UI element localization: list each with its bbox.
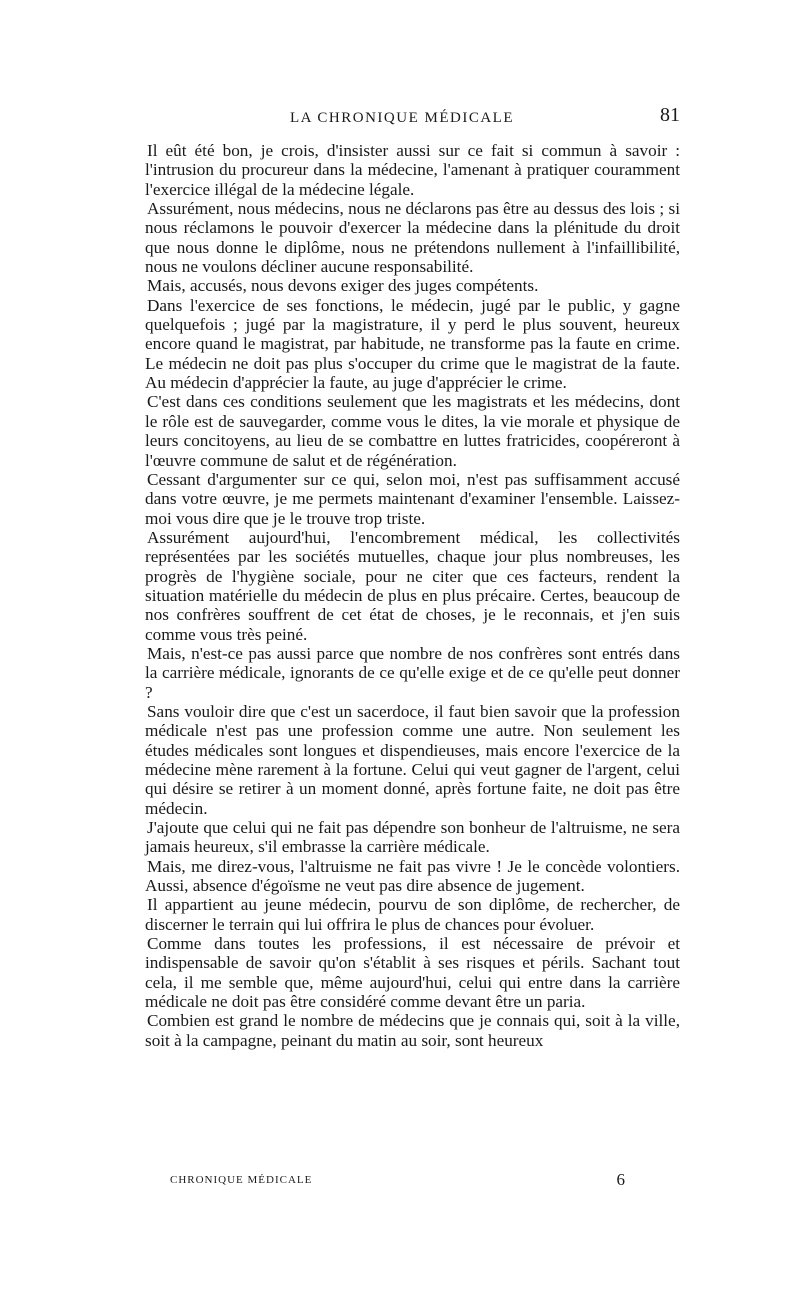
paragraph: Mais, accusés, nous devons exiger des juges compétents. <box>147 276 539 296</box>
paragraph: Combien est grand le nombre de médecins que je connais qui, soit à la ville, soit à la campagne, peinant du matin au soir, sont heureux <box>145 1011 680 1050</box>
running-title: LA CHRONIQUE MÉDICALE <box>290 110 514 126</box>
paragraph: Assurément, nous médecins, nous ne déclarons pas être au dessus des lois ; si nous réclamons le pouvoir d'exercer la médecine dans la plénitude du droit que nous donne le diplôme, nous ne prétendons nullement à l'infaillibilité, nous ne voulons décliner aucune responsabilité. <box>145 199 680 277</box>
paragraph: C'est dans ces conditions seulement que les magistrats et les médecins, dont le rôle est de sauvegarder, comme vous le dites, la vie morale et physique de leurs concitoyens, au lieu de se combattre en luttes fratricides, coopéreront à l'œuvre commune de salut et de régénération. <box>145 392 680 470</box>
page-number: 81 <box>660 104 680 126</box>
paragraph: Sans vouloir dire que c'est un sacerdoce, il faut bien savoir que la profession médicale n'est pas une profession comme une autre. Non seulement les études médicales sont longues et dispendieuses, mais encore l'exercice de la médecine mène rarement à la fortune. Celui qui veut gagner de l'argent, celui qui désire se retirer à un moment donné, après fortune faite, ne doit pas être médecin. <box>145 701 680 818</box>
paragraph: Comme dans toutes les professions, il est nécessaire de prévoir et indispensable de savoir qu'on s'établit à ses risques et périls. Sachant tout cela, il me semble que, même aujourd'hui, celui qui entre dans la carrière médicale ne doit pas être considéré comme devant être un paria. <box>145 934 680 1012</box>
signature-mark: 6 <box>616 1170 625 1189</box>
footer-label: CHRONIQUE MÉDICALE <box>170 1174 313 1186</box>
paragraph: Il appartient au jeune médecin, pourvu de son diplôme, de rechercher, de discerner le terrain qui lui offrira le plus de chances pour évoluer. <box>145 895 680 934</box>
paragraph: Dans l'exercice de ses fonctions, le médecin, jugé par le public, y gagne quelquefois ; jugé par la magistrature, il y perd le plus souvent, heureux encore quand le magistrat, par habitude, ne transforme pas la faute en crime. Le médecin ne doit pas plus s'occuper du crime que le magistrat de la faute. Au médecin d'apprécier la faute, au juge d'apprécier le crime. <box>145 295 680 393</box>
paragraph: Il eût été bon, je crois, d'insister aussi sur ce fait si commun à savoir : l'intrusion du procureur dans la médecine, l'amenant à pratiquer couramment l'exercice illégal de la médecine légale. <box>145 141 680 199</box>
paragraph: Mais, me direz-vous, l'altruisme ne fait pas vivre ! Je le concède volontiers. Aussi, absence d'égoïsme ne veut pas dire absence de jugement. <box>145 856 680 896</box>
article-body <box>145 141 680 1050</box>
paragraph: Cessant d'argumenter sur ce qui, selon moi, n'est pas suffisamment accusé dans votre œuvre, je me permets maintenant d'examiner l'ensemble. Laissez-moi vous dire que je le trouve trop triste. <box>145 469 680 528</box>
paragraph: Assurément aujourd'hui, l'encombrement médical, les collectivités représentées par les sociétés mutuelles, chaque jour plus nombreuses, les progrès de l'hygiène sociale, pour ne citer que ces facteurs, rendent la situation matérielle du médecin de plus en plus précaire. Certes, beaucoup de nos confrères souffrent de cet état de choses, je le reconnais, et j'en suis comme vous très peiné. <box>145 527 680 644</box>
paragraph: Mais, n'est-ce pas aussi parce que nombre de nos confrères sont entrés dans la carrière médicale, ignorants de ce qu'elle exige et de ce qu'elle peut donner ? <box>145 643 680 702</box>
paragraph: J'ajoute que celui qui ne fait pas dépendre son bonheur de l'altruisme, ne sera jamais heureux, s'il embrasse la carrière médicale. <box>145 818 680 857</box>
running-head <box>145 104 680 132</box>
page-footer <box>170 1170 625 1194</box>
